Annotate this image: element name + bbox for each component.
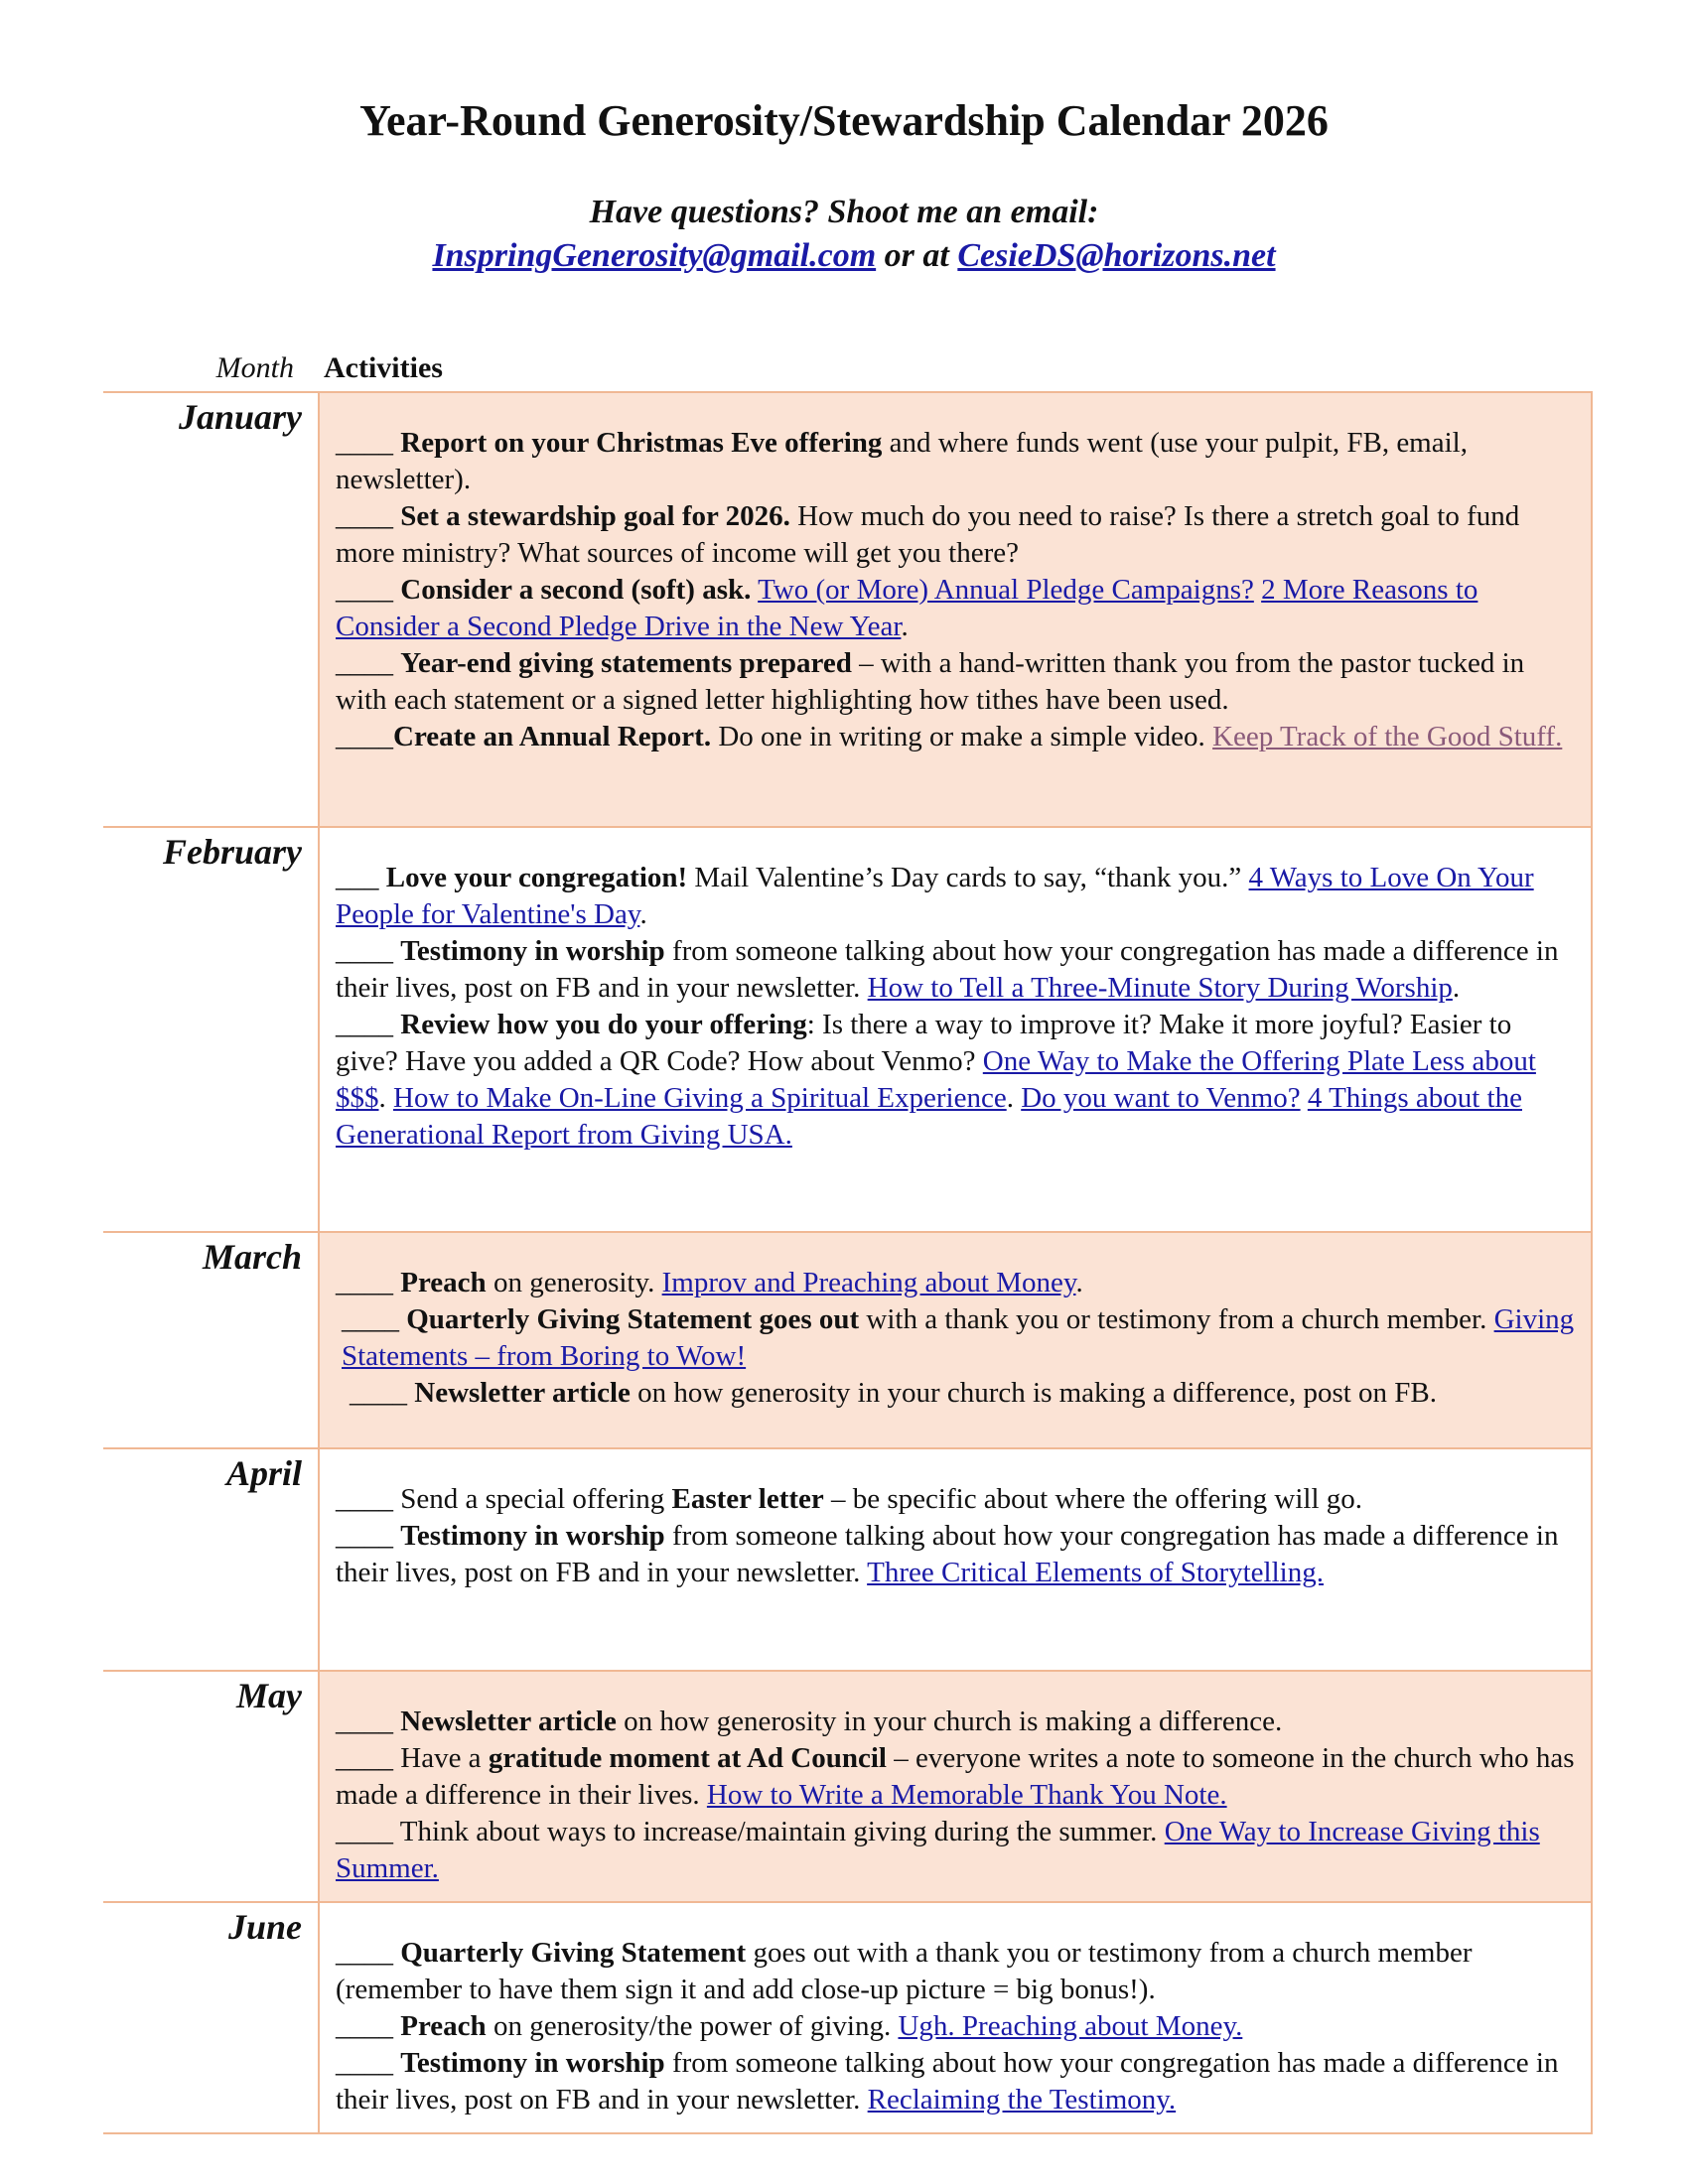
article-link[interactable]: 2 More Reasons to Consider a Second Pledge Drive in the New Year <box>336 574 1478 642</box>
checkbox-blank[interactable]: ____ <box>336 427 393 459</box>
activity-item: ___ Love your congregation! Mail Valentine’s Day cards to say, “thank you.” 4 Ways to Love On Your People for Valentine's Day. <box>336 862 1534 930</box>
activity-item: ____ Testimony in worship from someone talking about how your congregation has made a difference in their lives, post on FB and in your newsletter. How to Tell a Three-Minute Story During Worship. <box>336 935 1559 1004</box>
month-row-february <box>103 827 1592 1232</box>
activity-item: ____ Newsletter article on how generosity in your church is making a difference. <box>336 1706 1283 1737</box>
month-row-june <box>103 1902 1592 2133</box>
month-label: April <box>103 1448 319 1671</box>
article-link[interactable]: Giving Statements – from Boring to Wow! <box>342 1303 1575 1372</box>
month-row-january <box>103 392 1592 827</box>
month-label: March <box>103 1232 319 1448</box>
activity-item: ____ Preach on generosity/the power of giving. Ugh. Preaching about Money. <box>336 2010 1243 2042</box>
checkbox-blank[interactable]: ____ <box>336 1706 393 1737</box>
activity-item: ____ Send a special offering Easter letter – be specific about where the offering will go. <box>336 1483 1363 1515</box>
activity-item: ____ Have a gratitude moment at Ad Council – everyone writes a note to someone in the church who has made a difference in their lives. How to Write a Memorable Thank You Note. <box>336 1742 1575 1811</box>
article-link[interactable]: Do you want to Venmo? <box>1021 1082 1301 1114</box>
checkbox-blank[interactable]: ____ <box>336 1267 393 1298</box>
checkbox-blank[interactable]: ____ <box>336 500 393 532</box>
checkbox-blank[interactable]: ____ <box>336 1483 393 1515</box>
activity-item: ____ Consider a second (soft) ask. Two (or More) Annual Pledge Campaigns? 2 More Reasons to Consider a Second Pledge Drive in the New Year. <box>336 574 1478 642</box>
article-link[interactable]: Ugh. Preaching about Money. <box>898 2010 1243 2042</box>
article-link[interactable]: How to Make On-Line Giving a Spiritual Experience <box>393 1082 1007 1114</box>
column-header-activities: Activities <box>324 351 443 384</box>
article-link[interactable]: One Way to Increase Giving this Summer. <box>336 1816 1540 1884</box>
activities-cell <box>319 827 1592 1232</box>
month-label: June <box>103 1902 319 2133</box>
checkbox-blank[interactable]: ____ <box>336 1520 393 1552</box>
month-row-april <box>103 1448 1592 1671</box>
activity-item: ____ Report on your Christmas Eve offering and where funds went (use your pulpit, FB, email, newsletter). <box>336 427 1468 495</box>
month-label: May <box>103 1671 319 1902</box>
email-link-secondary[interactable]: CesieDS@horizons.net <box>957 237 1276 274</box>
article-link[interactable]: Two (or More) Annual Pledge Campaigns? <box>758 574 1254 606</box>
activity-item: ____ Review how you do your offering: Is there a way to improve it? Make it more joyful? Easier to give? Have you added a QR Code? How about Venmo? One Way to Make the Offering Plate Less about $$$. How to Make On-Line Giving a Spiritual Experience. Do you want to Venmo? 4 Things about the Generational Report from Giving USA. <box>336 1009 1536 1151</box>
contact-prompt: Have questions? Shoot me an email: <box>589 194 1099 230</box>
checkbox-blank[interactable]: ____ <box>336 1816 393 1847</box>
page-title: Year-Round Generosity/Stewardship Calendar 2026 <box>359 96 1329 145</box>
activities-cell <box>319 1232 1592 1448</box>
contact-joiner: or at <box>884 237 949 274</box>
article-link[interactable]: How to Tell a Three-Minute Story During Worship <box>867 972 1453 1004</box>
checkbox-blank[interactable]: ___ <box>336 862 379 893</box>
activity-item: ____ Quarterly Giving Statement goes out with a thank you or testimony from a church member (remember to have them sign it and add close-up picture = big bonus!). <box>336 1937 1473 2005</box>
contact-block <box>0 191 1688 278</box>
activities-cell <box>319 392 1592 827</box>
activities-cell <box>319 1671 1592 1902</box>
checkbox-blank[interactable]: ____ <box>336 2047 393 2079</box>
article-link[interactable]: Improv and Preaching about Money <box>661 1267 1076 1298</box>
activity-item: ____ Testimony in worship from someone talking about how your congregation has made a difference in their lives, post on FB and in your newsletter. Three Critical Elements of Storytelling. <box>336 1520 1559 1588</box>
activity-item: ____ Set a stewardship goal for 2026. How much do you need to raise? Is there a stretch goal to fund more ministry? What sources of income will get you there? <box>336 500 1520 569</box>
checkbox-blank[interactable]: ____ <box>336 935 393 967</box>
article-link[interactable]: Reclaiming the Testimony. <box>867 2084 1177 2116</box>
article-link[interactable]: Keep Track of the Good Stuff. <box>1212 721 1563 752</box>
calendar-table <box>103 391 1593 2134</box>
activity-item: ____ Newsletter article on how generosity in your church is making a difference, post on FB. <box>350 1377 1438 1409</box>
activity-item: ____ Preach on generosity. Improv and Preaching about Money. <box>336 1267 1083 1298</box>
activities-cell <box>319 1448 1592 1671</box>
activity-item: ____ Year-end giving statements prepared – with a hand-written thank you from the pastor tucked in with each statement or a signed letter highlighting how tithes have been used. <box>336 647 1525 716</box>
checkbox-blank[interactable]: ____ <box>350 1377 407 1409</box>
month-row-march <box>103 1232 1592 1448</box>
checkbox-blank[interactable]: ____ <box>342 1303 399 1335</box>
checkbox-blank[interactable]: ____ <box>336 1937 393 1969</box>
checkbox-blank[interactable]: ____ <box>336 721 393 752</box>
activity-item: ____ Think about ways to increase/maintain giving during the summer. One Way to Increase Giving this Summer. <box>336 1816 1540 1884</box>
activity-item: ____Create an Annual Report. Do one in writing or make a simple video. Keep Track of the Good Stuff. <box>336 721 1563 752</box>
month-label: February <box>103 827 319 1232</box>
checkbox-blank[interactable]: ____ <box>336 1742 393 1774</box>
activities-cell <box>319 1902 1592 2133</box>
checkbox-blank[interactable]: ____ <box>336 574 393 606</box>
month-label: January <box>103 392 319 827</box>
contact-emails <box>0 234 1688 278</box>
article-link[interactable]: One Way to Make the Offering Plate Less about $$$ <box>336 1045 1536 1114</box>
activity-item: ____ Testimony in worship from someone talking about how your congregation has made a difference in their lives, post on FB and in your newsletter. Reclaiming the Testimony. <box>336 2047 1559 2116</box>
email-link-primary[interactable]: InspringGenerosity@gmail.com <box>432 237 877 274</box>
article-link[interactable]: 4 Ways to Love On Your People for Valentine's Day <box>336 862 1534 930</box>
article-link[interactable]: 4 Things about the Generational Report from Giving USA. <box>336 1082 1522 1151</box>
column-header-month: Month <box>215 351 294 384</box>
article-link[interactable]: Three Critical Elements of Storytelling. <box>867 1557 1324 1588</box>
checkbox-blank[interactable]: ____ <box>336 647 393 679</box>
month-row-may <box>103 1671 1592 1902</box>
article-link[interactable]: How to Write a Memorable Thank You Note. <box>706 1779 1227 1811</box>
activity-item: ____ Quarterly Giving Statement goes out with a thank you or testimony from a church member. Giving Statements – from Boring to Wow! <box>342 1303 1575 1372</box>
checkbox-blank[interactable]: ____ <box>336 2010 393 2042</box>
checkbox-blank[interactable]: ____ <box>336 1009 393 1040</box>
